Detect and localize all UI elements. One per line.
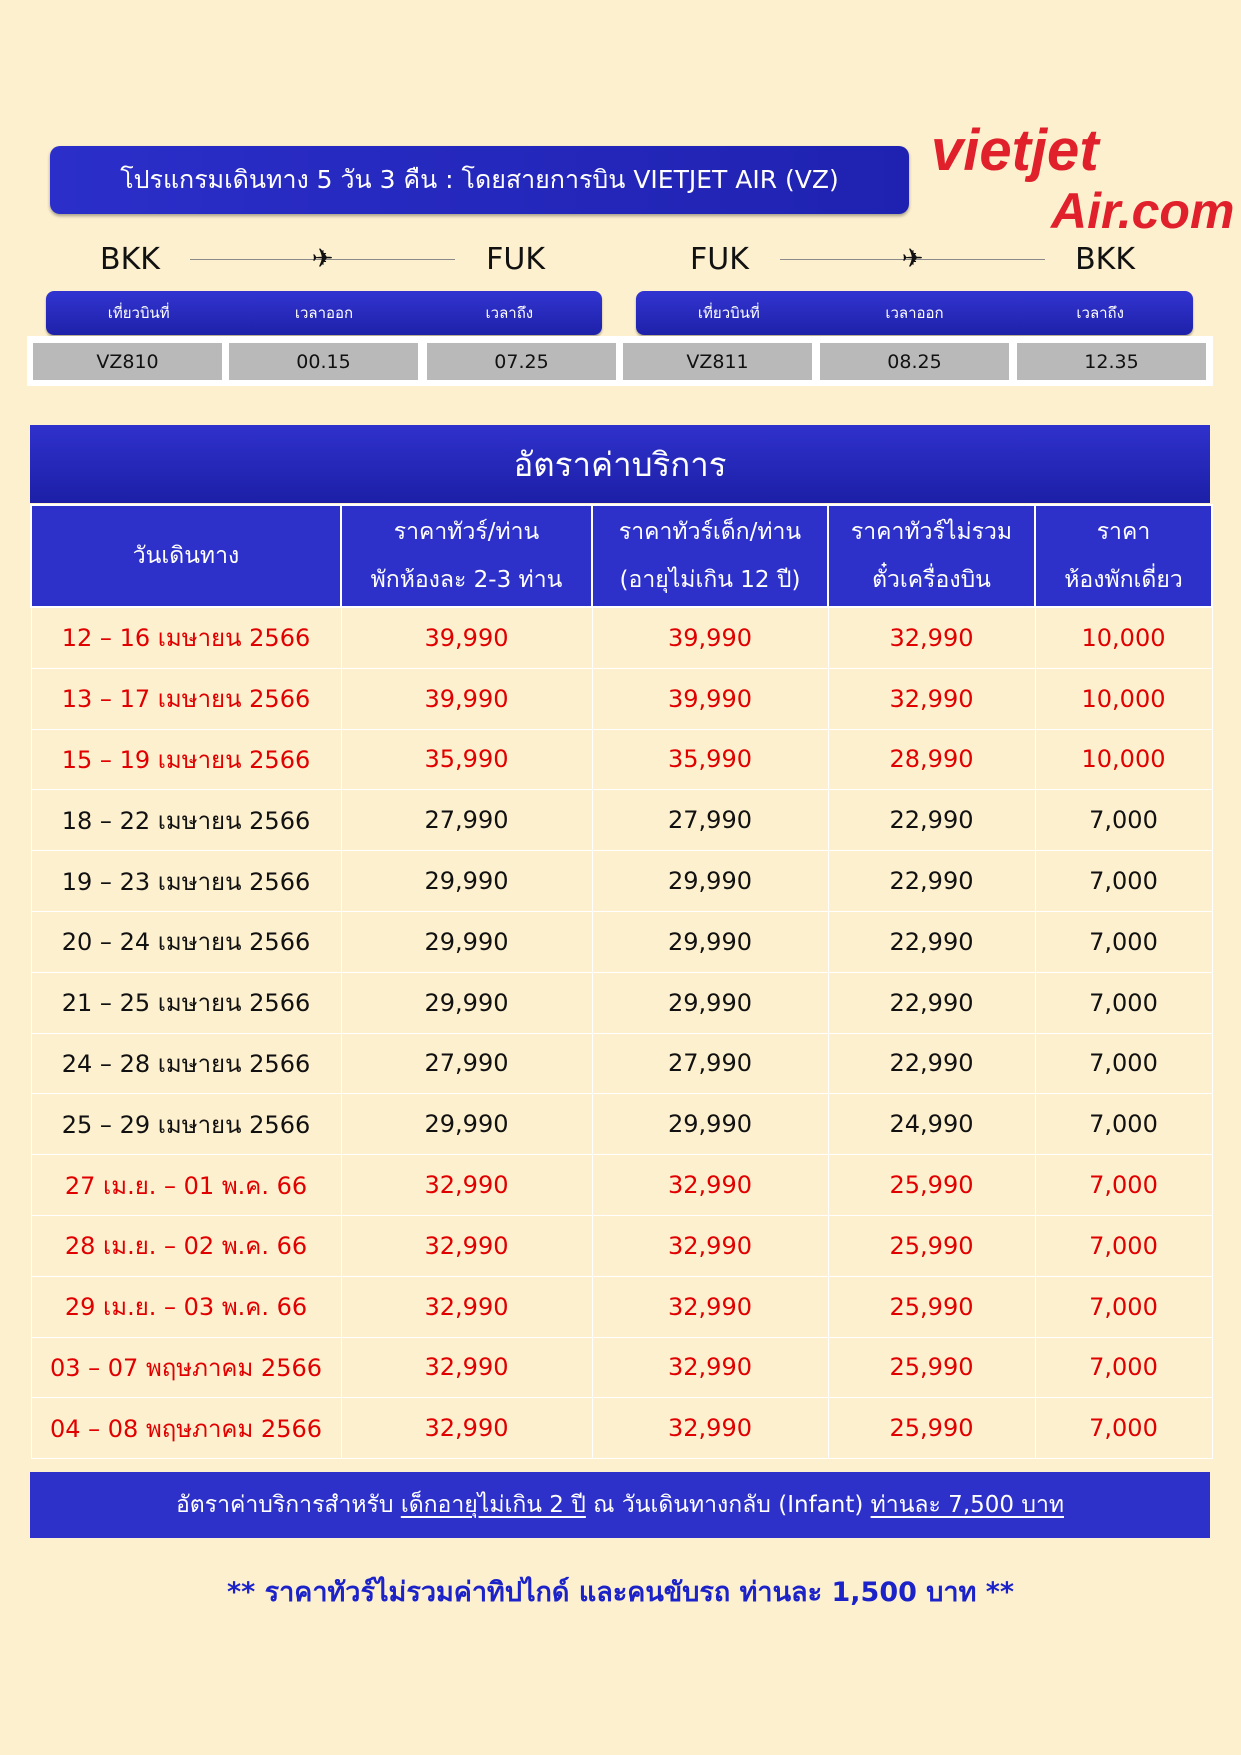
no-flight-price-cell: 22,990 [828,911,1035,972]
no-flight-price-cell: 22,990 [828,1033,1035,1094]
outbound-flight-no: VZ810 [33,343,222,380]
infant-middle: ณ วันเดินทางกลับ (Infant) [593,1492,864,1518]
header-flight-no: เที่ยวบินที่ [107,304,170,322]
child-price-cell: 27,990 [592,790,828,851]
child-price-cell: 32,990 [592,1155,828,1216]
flight-details-row [27,336,1213,386]
rate-row [31,851,1212,912]
single-room-cell: 7,000 [1035,911,1212,972]
no-flight-price-cell: 22,990 [828,851,1035,912]
inbound-arrive-time: 12.35 [1017,343,1206,380]
travel-date-cell: 20 – 24 เมษายน 2566 [31,911,341,972]
travel-date-cell: 12 – 16 เมษายน 2566 [31,607,341,668]
rate-row [31,1215,1212,1276]
infant-price: ท่านละ 7,500 บาท [870,1492,1065,1518]
adult-price-cell: 29,990 [341,972,592,1033]
col-no-flight-price: ราคาทัวร์ไม่รวม ตั๋วเครื่องบิน [828,505,1035,607]
adult-price-cell: 32,990 [341,1337,592,1398]
single-room-cell: 7,000 [1035,972,1212,1033]
rates-table [30,504,1213,1459]
child-price-cell: 29,990 [592,972,828,1033]
logo-line-1: vietjet [931,118,1099,183]
travel-date-cell: 13 – 17 เมษายน 2566 [31,668,341,729]
no-flight-price-cell: 28,990 [828,729,1035,790]
header-flight-no: เที่ยวบินที่ [697,304,760,322]
no-flight-price-cell: 32,990 [828,607,1035,668]
inbound-depart-time: 08.25 [820,343,1009,380]
rates-title: อัตราค่าบริการ [513,444,727,484]
no-flight-price-cell: 22,990 [828,790,1035,851]
no-flight-price-cell: 24,990 [828,1094,1035,1155]
adult-price-cell: 32,990 [341,1155,592,1216]
inbound-origin: FUK [690,241,749,277]
single-room-cell: 7,000 [1035,1398,1212,1459]
rate-row [31,1337,1212,1398]
header-depart: เวลาออก [885,304,944,322]
child-price-cell: 32,990 [592,1337,828,1398]
adult-price-cell: 32,990 [341,1215,592,1276]
outbound-route [100,236,545,282]
header-arrive: เวลาถึง [485,304,534,322]
child-price-cell: 32,990 [592,1398,828,1459]
vietjet-air-logo [925,118,1235,239]
single-room-cell: 10,000 [1035,668,1212,729]
rate-row [31,790,1212,851]
airplane-icon: ✈ [311,244,334,274]
adult-price-cell: 39,990 [341,607,592,668]
infant-age-limit: เด็กอายุไม่เกิน 2 ปี [400,1492,586,1518]
travel-date-cell: 25 – 29 เมษายน 2566 [31,1094,341,1155]
adult-price-cell: 32,990 [341,1398,592,1459]
rates-title-bar [30,425,1210,503]
adult-price-cell: 27,990 [341,790,592,851]
travel-date-cell: 24 – 28 เมษายน 2566 [31,1033,341,1094]
single-room-cell: 10,000 [1035,729,1212,790]
tip-note: ** ราคาทัวร์ไม่รวมค่าทิปไกด์ และคนขับรถ ท่านละ 1,500 บาท ** [226,1577,1015,1608]
rate-row [31,729,1212,790]
no-flight-price-cell: 25,990 [828,1398,1035,1459]
child-price-cell: 32,990 [592,1276,828,1337]
child-price-cell: 29,990 [592,911,828,972]
single-room-cell: 7,000 [1035,851,1212,912]
airplane-icon: ✈ [901,244,924,274]
no-flight-price-cell: 25,990 [828,1155,1035,1216]
child-price-cell: 32,990 [592,1215,828,1276]
adult-price-cell: 29,990 [341,851,592,912]
single-room-cell: 7,000 [1035,1155,1212,1216]
rates-header-row [31,505,1212,607]
travel-date-cell: 15 – 19 เมษายน 2566 [31,729,341,790]
rate-row [31,1398,1212,1459]
adult-price-cell: 27,990 [341,1033,592,1094]
single-room-cell: 7,000 [1035,1033,1212,1094]
route-line [190,244,455,274]
travel-date-cell: 19 – 23 เมษายน 2566 [31,851,341,912]
no-flight-price-cell: 25,990 [828,1276,1035,1337]
adult-price-cell: 29,990 [341,1094,592,1155]
travel-date-cell: 21 – 25 เมษายน 2566 [31,972,341,1033]
outbound-depart-time: 00.15 [229,343,418,380]
col-adult-price: ราคาทัวร์/ท่าน พักห้องละ 2-3 ท่าน [341,505,592,607]
child-price-cell: 39,990 [592,668,828,729]
inbound-route [690,236,1135,282]
outbound-destination: FUK [486,241,545,277]
rate-row [31,1155,1212,1216]
outbound-flight-header [46,291,602,335]
rate-row [31,668,1212,729]
inbound-flight-no: VZ811 [623,343,812,380]
child-price-cell: 27,990 [592,1033,828,1094]
rate-row [31,1094,1212,1155]
single-room-cell: 7,000 [1035,1337,1212,1398]
col-single-room: ราคา ห้องพักเดี่ยว [1035,505,1212,607]
no-flight-price-cell: 25,990 [828,1215,1035,1276]
travel-date-cell: 03 – 07 พฤษภาคม 2566 [31,1337,341,1398]
child-price-cell: 39,990 [592,607,828,668]
adult-price-cell: 39,990 [341,668,592,729]
inbound-flight-header [636,291,1193,335]
outbound-origin: BKK [100,241,160,277]
rate-row [31,911,1212,972]
logo-line-2: Air.com [1051,183,1235,239]
travel-date-cell: 18 – 22 เมษายน 2566 [31,790,341,851]
inbound-destination: BKK [1075,241,1135,277]
rate-row [31,972,1212,1033]
single-room-cell: 7,000 [1035,790,1212,851]
travel-date-cell: 29 เม.ย. – 03 พ.ค. 66 [31,1276,341,1337]
no-flight-price-cell: 22,990 [828,972,1035,1033]
rate-row [31,607,1212,668]
single-room-cell: 7,000 [1035,1276,1212,1337]
travel-date-cell: 27 เม.ย. – 01 พ.ค. 66 [31,1155,341,1216]
col-child-price: ราคาทัวร์เด็ก/ท่าน (อายุไม่เกิน 12 ปี) [592,505,828,607]
travel-date-cell: 04 – 08 พฤษภาคม 2566 [31,1398,341,1459]
single-room-cell: 7,000 [1035,1094,1212,1155]
child-price-cell: 29,990 [592,851,828,912]
travel-date-cell: 28 เม.ย. – 02 พ.ค. 66 [31,1215,341,1276]
no-flight-price-cell: 25,990 [828,1337,1035,1398]
rate-row [31,1033,1212,1094]
program-title-banner [50,146,909,214]
rate-row [31,1276,1212,1337]
single-room-cell: 10,000 [1035,607,1212,668]
route-line [780,244,1045,274]
adult-price-cell: 29,990 [341,911,592,972]
single-room-cell: 7,000 [1035,1215,1212,1276]
child-price-cell: 35,990 [592,729,828,790]
outbound-arrive-time: 07.25 [427,343,616,380]
child-price-cell: 29,990 [592,1094,828,1155]
program-title: โปรแกรมเดินทาง 5 วัน 3 คืน : โดยสายการบิน VIETJET AIR (VZ) [120,165,839,194]
no-flight-price-cell: 32,990 [828,668,1035,729]
header-arrive: เวลาถึง [1076,304,1124,322]
infant-rate-bar [30,1472,1210,1538]
header-depart: เวลาออก [294,304,354,322]
adult-price-cell: 32,990 [341,1276,592,1337]
adult-price-cell: 35,990 [341,729,592,790]
infant-prefix: อัตราค่าบริการสำหรับ [175,1492,394,1518]
col-travel-date: วันเดินทาง [31,505,341,607]
